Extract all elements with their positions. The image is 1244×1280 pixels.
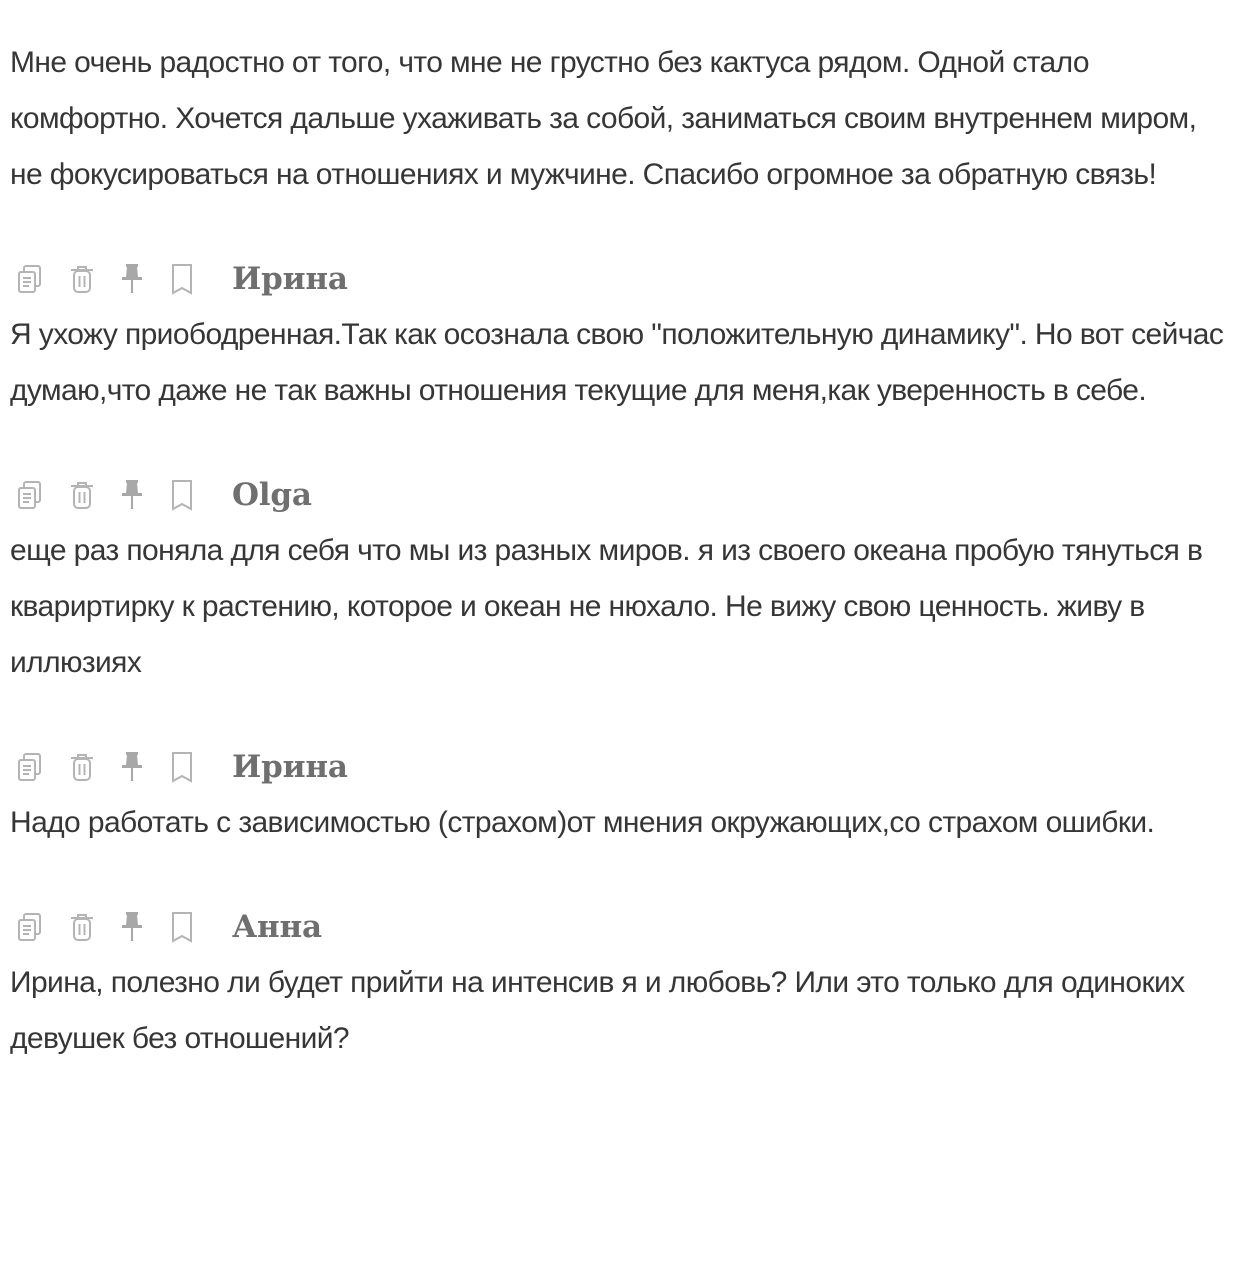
message-header — [10, 739, 1236, 795]
message — [10, 739, 1236, 851]
bookmark-icon[interactable] — [164, 749, 200, 785]
message-author: Анна — [232, 909, 322, 945]
trash-icon[interactable] — [64, 261, 100, 297]
message-text: Надо работать с зависимостью (страхом)от мнения окружающих,со страхом ошибки. — [10, 806, 1155, 839]
message — [10, 251, 1236, 419]
message-author: Ирина — [232, 749, 348, 785]
message-header — [10, 899, 1236, 955]
message-previous — [10, 35, 1236, 203]
message-header — [10, 251, 1236, 307]
message — [10, 467, 1236, 691]
message-author: Ирина — [232, 261, 348, 297]
pin-icon[interactable] — [114, 261, 150, 297]
copy-icon[interactable] — [14, 261, 50, 297]
trash-icon[interactable] — [64, 909, 100, 945]
message-text: еще раз поняла для себя что мы из разных миров. я из своего океана пробую тянуться в квариртирку к растению, которое и океан не нюхало. Не вижу свою ценность. живу в иллюзиях — [10, 534, 1203, 679]
chat-messages — [10, 35, 1236, 1067]
copy-icon[interactable] — [14, 477, 50, 513]
copy-icon[interactable] — [14, 749, 50, 785]
message-author: Olga — [232, 477, 312, 513]
message-text: Мне очень радостно от того, что мне не грустно без кактуса рядом. Одной стало комфортно. Хочется дальше ухаживать за собой, заниматься своим внутреннем миром, не фокусироваться на отношениях и мужчине. Спасибо огромное за обратную связь! — [10, 46, 1197, 191]
pin-icon[interactable] — [114, 749, 150, 785]
bookmark-icon[interactable] — [164, 261, 200, 297]
message — [10, 899, 1236, 1067]
bookmark-icon[interactable] — [164, 477, 200, 513]
trash-icon[interactable] — [64, 477, 100, 513]
pin-icon[interactable] — [114, 909, 150, 945]
trash-icon[interactable] — [64, 749, 100, 785]
bookmark-icon[interactable] — [164, 909, 200, 945]
message-text: Ирина, полезно ли будет прийти на интенсив я и любовь? Или это только для одиноких девушек без отношений? — [10, 966, 1185, 1055]
message-text: Я ухожу приободренная.Так как осознала свою "положительную динамику". Но вот сейчас думаю,что даже не так важны отношения текущие для меня,как уверенность в себе. — [10, 318, 1224, 407]
copy-icon[interactable] — [14, 909, 50, 945]
message-header — [10, 467, 1236, 523]
pin-icon[interactable] — [114, 477, 150, 513]
